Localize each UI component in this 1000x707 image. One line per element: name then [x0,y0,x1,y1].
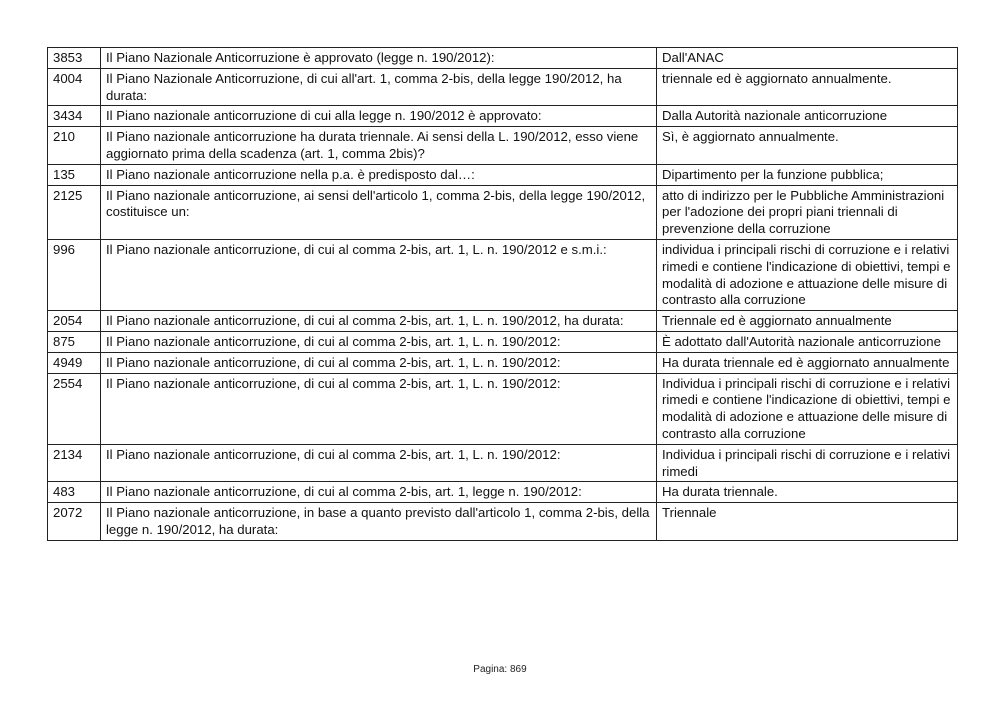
table-row [48,68,958,106]
answer-cell: Dall'ANAC [657,48,958,69]
answer-cell: individua i principali rischi di corruzione e i relativi rimedi e contiene l'indicazione di obiettivi, tempi e modalità di adozione e attuazione delle misure di contrasto alla corruzione [657,239,958,310]
answer-cell: triennale ed è aggiornato annualmente. [657,68,958,106]
question-cell: Il Piano Nazionale Anticorruzione è approvato (legge n. 190/2012): [101,48,657,69]
table-row [48,482,958,503]
question-id-cell: 4004 [48,68,101,106]
question-id-cell: 2054 [48,311,101,332]
question-cell: Il Piano nazionale anticorruzione, di cui al comma 2-bis, art. 1, L. n. 190/2012: [101,352,657,373]
question-cell: Il Piano nazionale anticorruzione, di cui al comma 2-bis, art. 1, legge n. 190/2012: [101,482,657,503]
answer-cell: atto di indirizzo per le Pubbliche Amministrazioni per l'adozione dei propri piani triennali di prevenzione della corruzione [657,185,958,239]
table-row [48,331,958,352]
question-id-cell: 3853 [48,48,101,69]
table-row [48,239,958,310]
question-cell: Il Piano nazionale anticorruzione di cui alla legge n. 190/2012 è approvato: [101,106,657,127]
table-row [48,48,958,69]
question-cell: Il Piano nazionale anticorruzione, ai sensi dell'articolo 1, comma 2-bis, della legge 190/2012, costituisce un: [101,185,657,239]
answer-cell: Ha durata triennale ed è aggiornato annualmente [657,352,958,373]
table-row [48,503,958,541]
question-cell: Il Piano nazionale anticorruzione nella p.a. è predisposto dal…: [101,164,657,185]
table-row [48,311,958,332]
question-id-cell: 2125 [48,185,101,239]
table-row [48,185,958,239]
table-row [48,127,958,165]
answer-cell: Dipartimento per la funzione pubblica; [657,164,958,185]
question-id-cell: 3434 [48,106,101,127]
table-row [48,106,958,127]
question-cell: Il Piano nazionale anticorruzione, di cui al comma 2-bis, art. 1, L. n. 190/2012, ha durata: [101,311,657,332]
question-cell: Il Piano nazionale anticorruzione, di cui al comma 2-bis, art. 1, L. n. 190/2012: [101,444,657,482]
answer-cell: Triennale ed è aggiornato annualmente [657,311,958,332]
answer-cell: È adottato dall'Autorità nazionale anticorruzione [657,331,958,352]
answer-cell: Ha durata triennale. [657,482,958,503]
table-row [48,444,958,482]
answer-cell: Dalla Autorità nazionale anticorruzione [657,106,958,127]
qa-table [47,47,958,541]
table-row [48,164,958,185]
page-number: Pagina: 869 [473,664,527,675]
question-cell: Il Piano nazionale anticorruzione, di cui al comma 2-bis, art. 1, L. n. 190/2012: [101,373,657,444]
question-cell: Il Piano nazionale anticorruzione ha durata triennale. Ai sensi della L. 190/2012, esso viene aggiornato prima della scadenza (art. 1, comma 2bis)? [101,127,657,165]
question-id-cell: 996 [48,239,101,310]
question-id-cell: 2134 [48,444,101,482]
table-row [48,373,958,444]
question-id-cell: 4949 [48,352,101,373]
question-id-cell: 483 [48,482,101,503]
answer-cell: Triennale [657,503,958,541]
question-id-cell: 2554 [48,373,101,444]
table-row [48,352,958,373]
question-id-cell: 210 [48,127,101,165]
answer-cell: Individua i principali rischi di corruzione e i relativi rimedi e contiene l'indicazione di obiettivi, tempi e modalità di adozione e attuazione delle misure di contrasto alla corruzione [657,373,958,444]
question-cell: Il Piano nazionale anticorruzione, di cui al comma 2-bis, art. 1, L. n. 190/2012 e s.m.i.: [101,239,657,310]
question-cell: Il Piano nazionale anticorruzione, in base a quanto previsto dall'articolo 1, comma 2-bis, della legge n. 190/2012, ha durata: [101,503,657,541]
question-cell: Il Piano Nazionale Anticorruzione, di cui all'art. 1, comma 2-bis, della legge 190/2012, ha durata: [101,68,657,106]
answer-cell: Individua i principali rischi di corruzione e i relativi rimedi [657,444,958,482]
question-id-cell: 135 [48,164,101,185]
question-cell: Il Piano nazionale anticorruzione, di cui al comma 2-bis, art. 1, L. n. 190/2012: [101,331,657,352]
question-id-cell: 2072 [48,503,101,541]
answer-cell: Sì, è aggiornato annualmente. [657,127,958,165]
qa-table-body [48,48,958,541]
question-id-cell: 875 [48,331,101,352]
